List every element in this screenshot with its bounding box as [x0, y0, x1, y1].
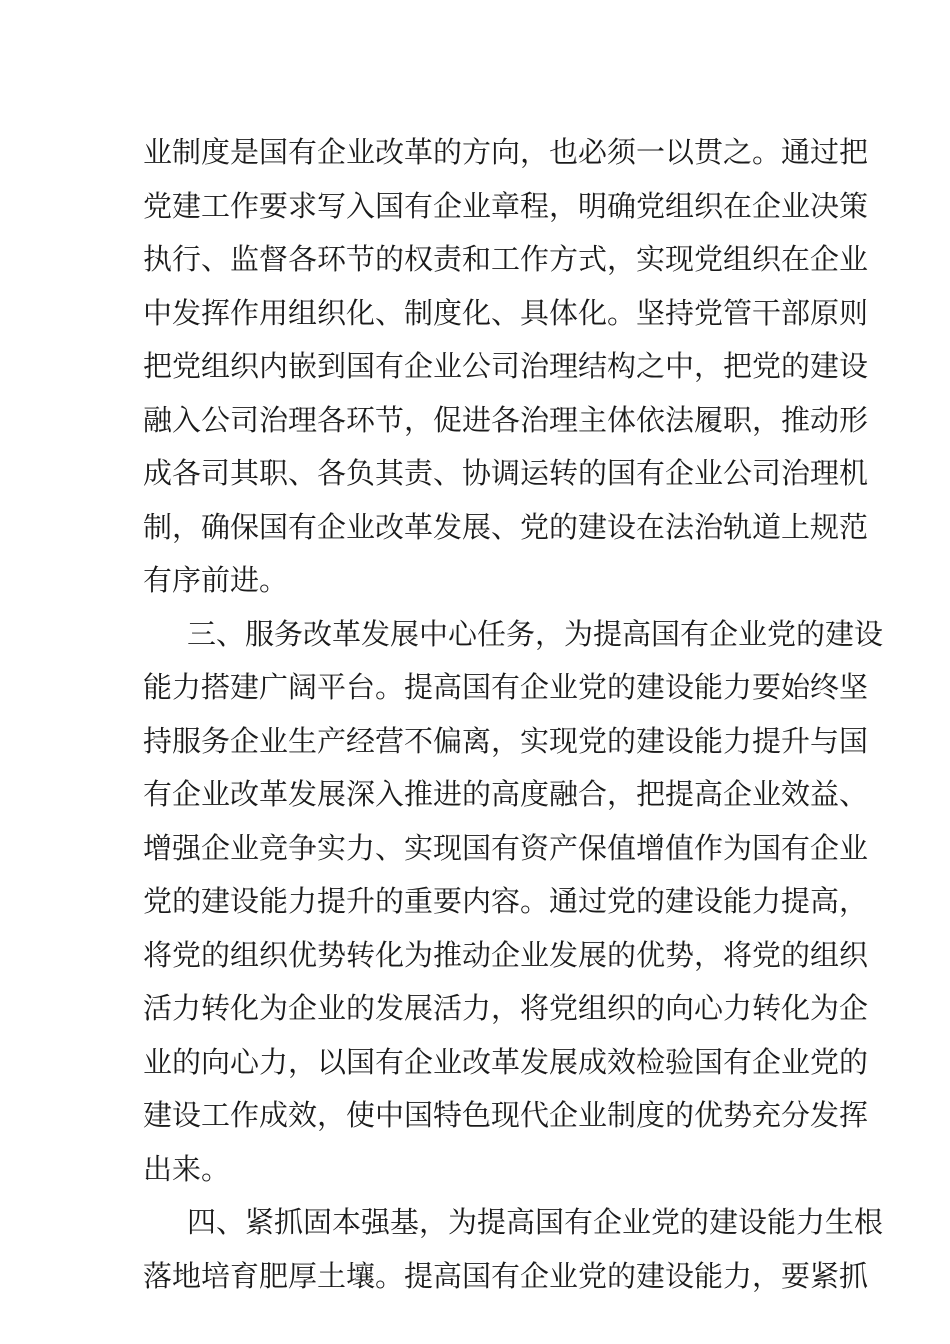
text-line: 落地培育肥厚土壤。提高国有企业党的建设能力，要紧抓 [143, 1258, 869, 1293]
text-line: 能力搭建广阔平台。提高国有企业党的建设能力要始终坚 [143, 670, 869, 704]
text-line: 业的向心力，以国有企业改革发展成效检验国有企业党的 [143, 1044, 869, 1079]
text-line: 中发挥作用组织化、制度化、具体化。坚持党管干部原则 [143, 295, 869, 330]
text-line: 融入公司治理各环节，促进各治理主体依法履职，推动形 [143, 402, 869, 437]
paragraph-2-continuation [143, 126, 869, 608]
paragraph-3 [143, 608, 884, 1197]
document-body [143, 126, 884, 1303]
text-line: 执行、监督各环节的权责和工作方式，实现党组织在企业 [143, 242, 869, 276]
text-line: 把党组织内嵌到国有企业公司治理结构之中，把党的建设 [143, 349, 869, 383]
text-line: 党建工作要求写入国有企业章程，明确党组织在企业决策 [143, 188, 869, 223]
paragraph-4 [143, 1196, 884, 1303]
text-line: 制，确保国有企业改革发展、党的建设在法治轨道上规范 [143, 509, 869, 544]
text-line: 党的建设能力提升的重要内容。通过党的建设能力提高， [143, 884, 869, 918]
text-line: 建设工作成效，使中国特色现代企业制度的优势充分发挥 [143, 1098, 869, 1132]
text-line: 有企业改革发展深入推进的高度融合，把提高企业效益、 [143, 777, 869, 811]
text-line: 出来。 [143, 1151, 231, 1186]
text-line: 活力转化为企业的发展活力，将党组织的向心力转化为企 [143, 991, 869, 1025]
text-line: 成各司其职、各负其责、协调运转的国有企业公司治理机 [143, 456, 869, 490]
text-line: 增强企业竞争实力、实现国有资产保值增值作为国有企业 [143, 830, 869, 865]
paragraph-3-heading-line: 三、服务改革发展中心任务，为提高国有企业党的建设 [187, 616, 884, 651]
text-line: 持服务企业生产经营不偏离，实现党的建设能力提升与国 [143, 723, 869, 758]
paragraph-4-heading-line: 四、紧抓固本强基，为提高国有企业党的建设能力生根 [187, 1205, 884, 1239]
text-line: 业制度是国有企业改革的方向，也必须一以贯之。通过把 [143, 135, 869, 169]
text-line: 将党的组织优势转化为推动企业发展的优势，将党的组织 [143, 937, 869, 972]
text-line: 有序前进。 [143, 563, 289, 597]
